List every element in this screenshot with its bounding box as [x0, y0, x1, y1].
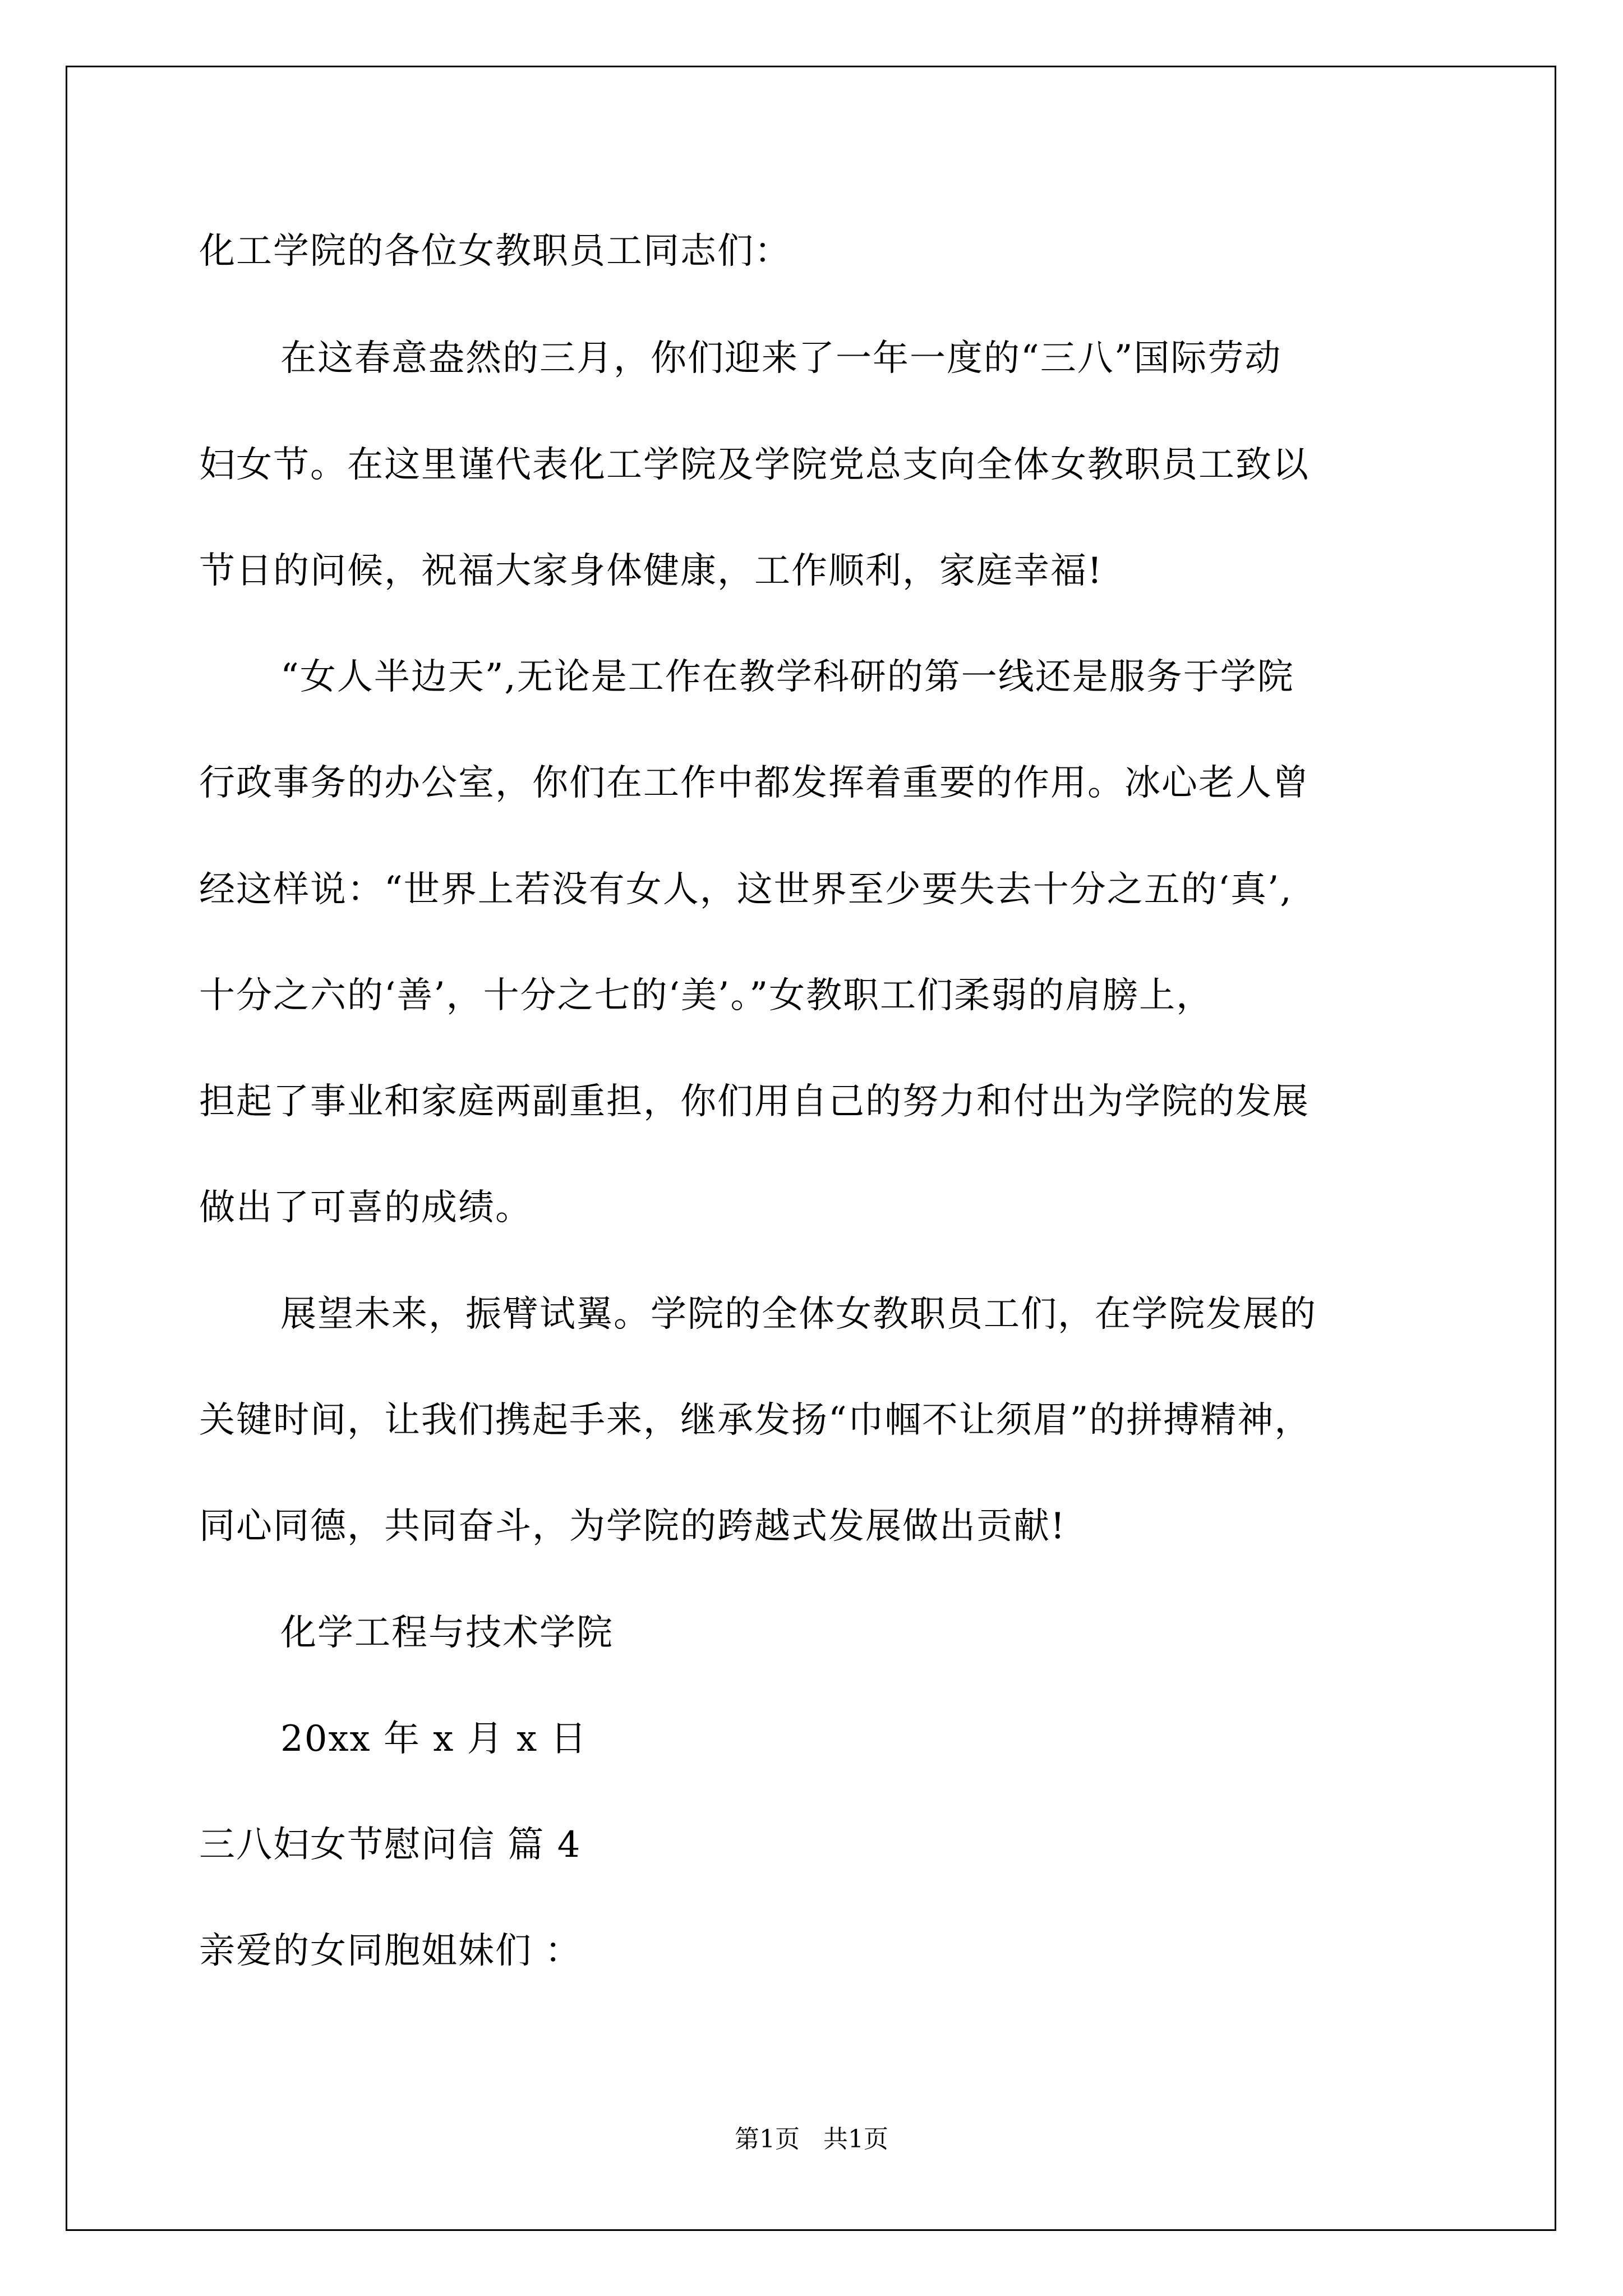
signature-date: 20xx 年 x 月 x 日 — [280, 1718, 588, 1760]
paragraph-2-line-4: 十分之六的‘善’，十分之七的‘美’。”女教职工们柔弱的肩膀上， — [199, 975, 1214, 1016]
paragraph-3-line-1: 展望未来，振臂试翼。学院的全体女教职员工们，在学院发展的 — [280, 1294, 1317, 1335]
page-border — [66, 66, 1556, 2231]
paragraph-1-line-2: 妇女节。在这里谨代表化工学院及学院党总支向全体女教职员工致以 — [199, 444, 1310, 486]
paragraph-1-line-3: 节日的问候，祝福大家身体健康，工作顺利，家庭幸福! — [199, 550, 1103, 592]
paragraph-2-line-5: 担起了事业和家庭两副重担，你们用自己的努力和付出为学院的发展 — [199, 1081, 1310, 1122]
paragraph-2-line-3: 经这样说：“世界上若没有女人，这世界至少要失去十分之五的‘真’, — [199, 869, 1293, 910]
paragraph-2-line-2: 行政事务的办公室，你们在工作中都发挥着重要的作用。冰心老人曾 — [199, 762, 1310, 804]
paragraph-3-line-3: 同心同德，共同奋斗，为学院的跨越式发展做出贡献! — [199, 1506, 1066, 1547]
section-heading: 三八妇女节慰问信 篇 4 — [199, 1824, 582, 1866]
next-salutation: 亲爱的女同胞姐妹们 ： — [199, 1930, 582, 1972]
paragraph-1-line-1: 在这春意盎然的三月，你们迎来了一年一度的“三八”国际劳动 — [280, 338, 1282, 379]
page-footer: 第1页 共1页 — [735, 2125, 888, 2154]
paragraph-2-line-1: “女人半边天”,无论是工作在教学科研的第一线还是服务于学院 — [280, 656, 1294, 698]
paragraph-3-line-2: 关键时间，让我们携起手来，继承发扬“巾帼不让须眉”的拼搏精神， — [199, 1400, 1312, 1441]
signature-organization: 化学工程与技术学院 — [280, 1612, 614, 1654]
paragraph-2-line-6: 做出了可喜的成绩。 — [199, 1187, 532, 1228]
salutation: 化工学院的各位女教职员工同志们： — [199, 231, 791, 272]
